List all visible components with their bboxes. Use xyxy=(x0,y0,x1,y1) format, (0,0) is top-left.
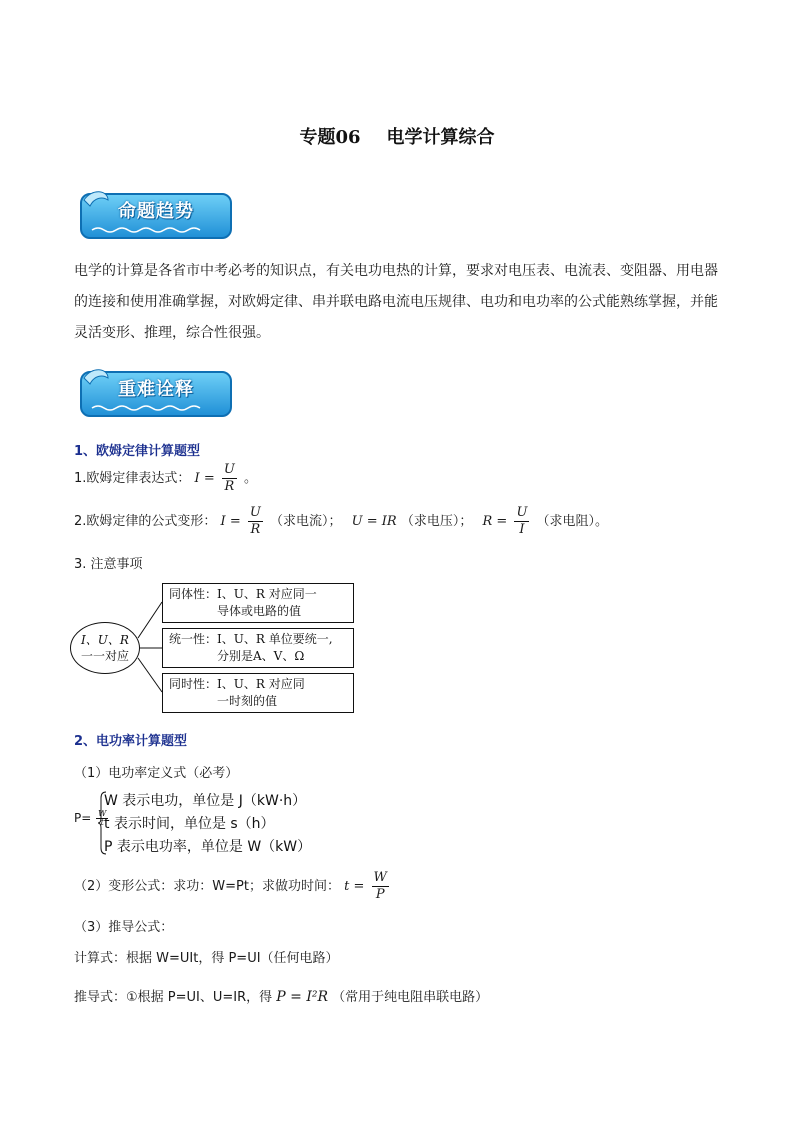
oval-line1: I、U、R xyxy=(81,633,129,647)
box-line1: 同时性：I、U、R 对应同 xyxy=(169,677,305,691)
diagram-box-simultaneity xyxy=(162,673,354,713)
formula-lhs: P= xyxy=(74,811,92,825)
diagram-box-identity xyxy=(162,583,354,623)
period: 。 xyxy=(243,471,257,486)
banner-trend xyxy=(78,190,234,238)
fraction xyxy=(248,505,263,538)
formula-note: （求电流）； xyxy=(269,514,342,529)
formula-lhs: I = xyxy=(220,514,241,529)
denominator: R xyxy=(224,479,235,494)
denominator: I xyxy=(519,522,525,537)
banner-explain-label: 重难诠释 xyxy=(118,379,194,400)
title-part2: 电学计算综合 xyxy=(386,127,495,148)
power-variant-line xyxy=(74,870,392,903)
derivation-heading: （3）推导公式： xyxy=(74,920,174,935)
page-title xyxy=(0,123,794,149)
section2-heading: 2、电功率计算题型 xyxy=(74,734,188,749)
power-def-line-t: t 表示时间，单位是 s（h） xyxy=(104,816,275,832)
denominator: t xyxy=(100,818,104,827)
box-line1: 同体性：I、U、R 对应同一 xyxy=(169,587,317,601)
power-def-heading: （1）电功率定义式（必考） xyxy=(74,766,239,781)
section1-heading: 1、欧姆定律计算题型 xyxy=(74,444,201,459)
numerator: W xyxy=(98,809,107,818)
banner-trend-label: 命题趋势 xyxy=(118,201,194,222)
fraction xyxy=(222,462,237,495)
banner-explain xyxy=(78,368,234,416)
ohm-variants-line xyxy=(74,505,608,538)
formula-lhs: R = xyxy=(482,514,508,529)
formula-lhs: I = xyxy=(194,471,215,486)
box-line1: 统一性：I、U、R 单位要统一, xyxy=(169,632,333,646)
fraction xyxy=(372,870,389,903)
derive-formula-line xyxy=(74,986,488,1005)
calc-formula-line: 计算式：根据 W=UIt，得 P=UI（任何电路） xyxy=(74,951,339,966)
oval-line2: 一一对应 xyxy=(80,649,129,663)
power-def-line-w: W 表示电功，单位是 J（kW·h） xyxy=(104,793,307,809)
ohm-expression-line xyxy=(74,462,257,495)
box-line2: 导体或电路的值 xyxy=(217,604,302,618)
formula-lhs: t = xyxy=(344,879,365,894)
ohm-variants-label: 2.欧姆定律的公式变形： xyxy=(74,514,217,529)
denominator: R xyxy=(250,522,261,537)
box-line2: 分别是A、V、Ω xyxy=(217,649,305,663)
derive-text: 推导式：①根据 P=UI、U=IR，得 xyxy=(74,990,273,1005)
formula-note: （求电压）； xyxy=(400,514,473,529)
power-def-line-p: P 表示电功率，单位是 W（kW） xyxy=(104,839,312,855)
formula-note: （求电阻）。 xyxy=(536,514,609,529)
title-part1: 专题06 xyxy=(299,127,361,148)
derive-note: （常用于纯电阻串联电路） xyxy=(332,990,489,1005)
denominator: P xyxy=(375,887,385,902)
notes-label: 3. 注意事项 xyxy=(74,557,143,572)
power-variant-text: （2）变形公式：求功：W=Pt；求做功时间： xyxy=(74,879,340,894)
numerator: W xyxy=(373,870,387,885)
numerator: U xyxy=(249,505,261,520)
formula: U = IR xyxy=(351,514,397,529)
box-line2: 一时刻的值 xyxy=(217,694,278,708)
ohm-expression-label: 1.欧姆定律表达式： xyxy=(74,471,191,486)
intro-paragraph: 电学的计算是各省市中考必考的知识点，有关电功电热的计算，要求对电压表、电流表、变阻器、用电器的连接和使用准确掌握，对欧姆定律、串并联电路电流电压规律、电功和电功率的公式能熟练掌握，并能灵活变形、推理，综合性很强。 xyxy=(74,263,718,341)
fraction xyxy=(514,505,529,538)
diagram-box-unity xyxy=(162,628,354,668)
derive-formula: P = I²R xyxy=(276,989,329,1005)
numerator: U xyxy=(223,462,235,477)
power-def-lines xyxy=(104,790,311,859)
diagram-center-oval xyxy=(70,622,140,674)
numerator: U xyxy=(516,505,528,520)
